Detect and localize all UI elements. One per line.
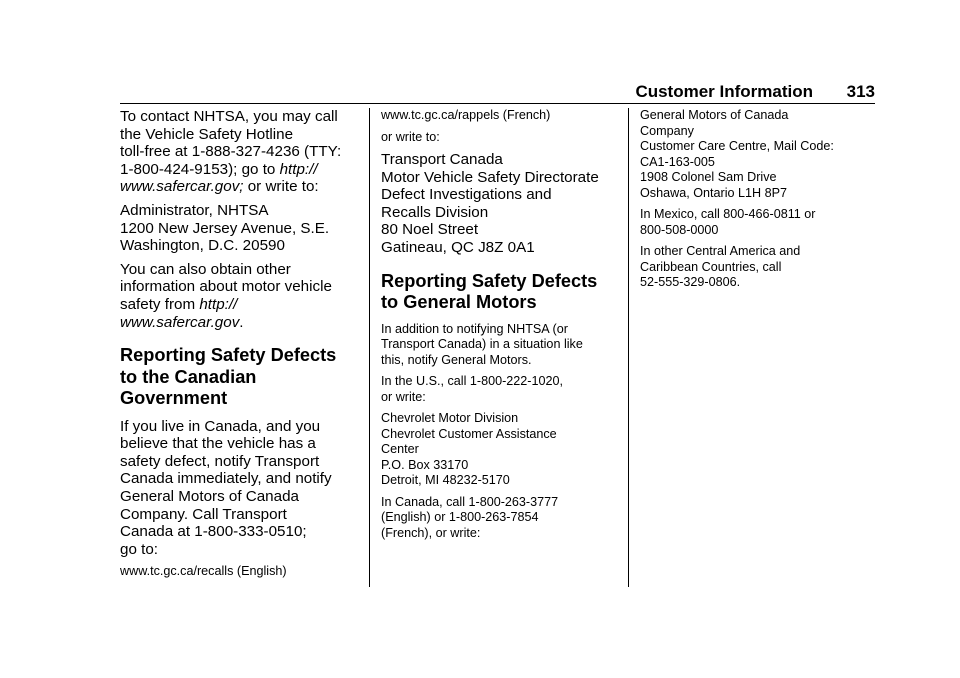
- nhtsa-address: Administrator, NHTSA 1200 New Jersey Avenue, S.E. Washington, D.C. 20590: [120, 201, 330, 255]
- column-3: [640, 108, 880, 297]
- header-rule: [120, 103, 875, 104]
- safercar-link-2-cont[interactable]: www.safercar.gov: [120, 313, 240, 331]
- column-2: [381, 108, 621, 547]
- recalls-url-english: www.tc.gc.ca/recalls (English): [120, 564, 287, 579]
- central-america-paragraph: In other Central America and Caribbean Countries, call 52-555-329-0806.: [640, 244, 801, 289]
- nhtsa-contact-paragraph: To contact NHTSA, you may call the Vehicle Safety Hotline toll-free at 1-888-327-4236 (TTY: 1-800-424-9153); go to http:// www.safercar.gov; or write to:: [120, 108, 342, 196]
- page-header: [120, 80, 875, 104]
- canada-call-paragraph: In Canada, call 1-800-263-3777 (English) or 1-800-263-7854 (French), or write:: [381, 494, 559, 540]
- chevrolet-address: Chevrolet Motor Division Chevrolet Customer Assistance Center P.O. Box 33170 Detroit, MI 48232-5170: [381, 411, 557, 488]
- other-info-paragraph: You can also obtain other information about motor vehicle safety from http:// www.safercar.gov.: [120, 260, 332, 331]
- mexico-paragraph: In Mexico, call 800-466-0811 or 800-508-0000: [640, 207, 816, 237]
- gm-canada-address: General Motors of Canada Company Customer Care Centre, Mail Code: CA1-163-005 1908 Colonel Sam Drive Oshawa, Ontario L1H 8P7: [640, 108, 834, 200]
- safercar-link-cont[interactable]: www.safercar.gov;: [120, 178, 244, 196]
- safercar-link-2[interactable]: http://: [199, 295, 238, 313]
- column-divider-1: [369, 108, 370, 587]
- heading-canadian-government: Reporting Safety Defects to the Canadian Government: [120, 345, 337, 409]
- transport-canada-address: Transport Canada Motor Vehicle Safety Directorate Defect Investigations and Recalls Division 80 Noel Street Gatineau, QC J8Z 0A1: [381, 151, 599, 256]
- heading-general-motors: Reporting Safety Defects to General Motors: [381, 270, 598, 313]
- us-call-paragraph: In the U.S., call 1-800-222-1020, or write:: [381, 374, 564, 404]
- notify-gm-paragraph: In addition to notifying NHTSA (or Transport Canada) in a situation like this, notify General Motors.: [381, 321, 583, 367]
- safercar-link[interactable]: http://: [279, 160, 318, 178]
- recalls-url-french: www.tc.gc.ca/rappels (French): [381, 108, 551, 122]
- column-divider-2: [628, 108, 629, 587]
- page-number: 313: [846, 82, 875, 101]
- or-write-to: or write to:: [381, 129, 440, 144]
- canada-paragraph: If you live in Canada, and you believe that the vehicle has a safety defect, notify Transport Canada immediately, and notify General Motors of Canada Company. Call Transport Canada at 1-800-333-0510; go to:: [120, 417, 332, 558]
- section-title: Customer Information: [635, 82, 813, 101]
- column-1: [120, 108, 360, 586]
